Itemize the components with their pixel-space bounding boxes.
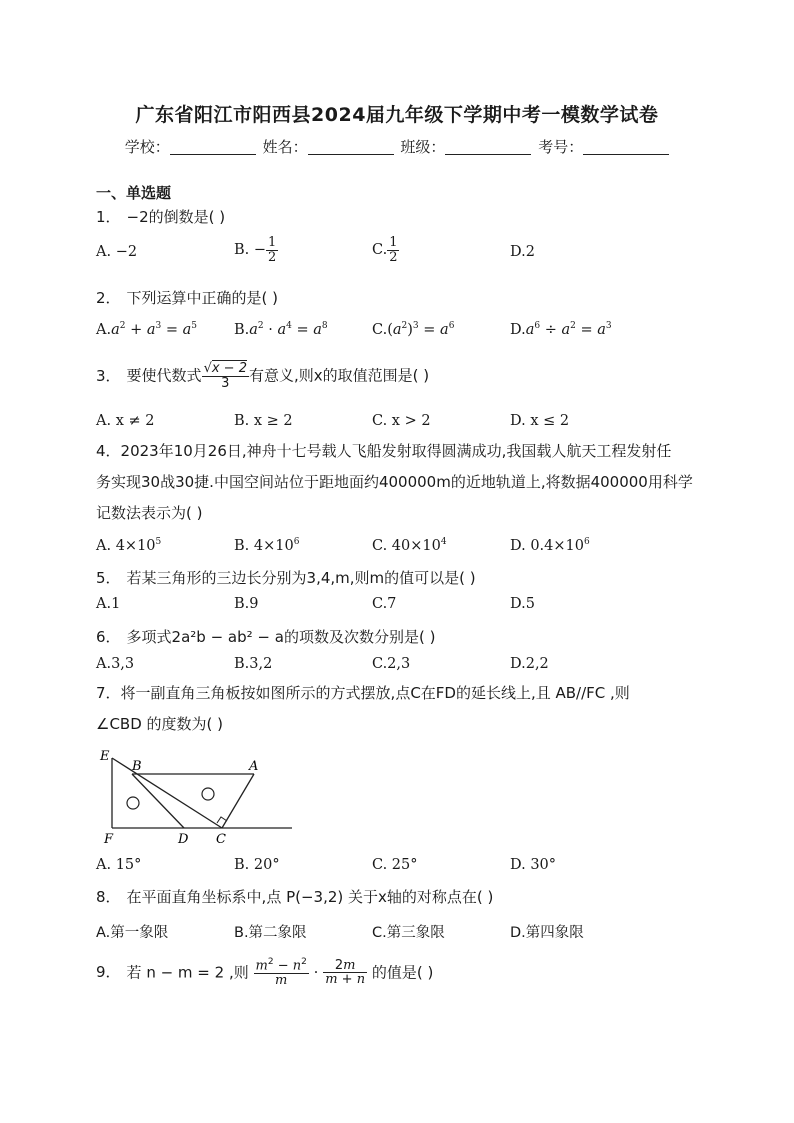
question-text-pre: 若 n − m = 2 ,则 — [126, 963, 249, 982]
question-text: 多项式2a²b − ab² − a的项数及次数分别是( ) — [126, 628, 436, 646]
options-2 — [96, 321, 716, 347]
option-label: B. — [234, 321, 250, 338]
fraction-1: $\frac{m^2 - n^2}{m}$ — [255, 957, 307, 988]
section-heading: 一、单选题 — [96, 184, 172, 202]
option-c[interactable]: C.2,3 — [372, 656, 411, 672]
question-text: 2023年10月26日,神舟十七号载人飞船发射取得圆满成功,我国载人航天工程发射任 — [120, 442, 672, 460]
question-number: 5． — [96, 569, 121, 587]
options-5 — [96, 596, 716, 622]
exponent: 4 — [440, 537, 447, 547]
question-line-2: ∠CBD 的度数为( ) — [96, 715, 224, 733]
option-b[interactable]: B.9 — [234, 596, 259, 612]
question-line-1 — [96, 436, 696, 467]
question-number: 9． — [96, 963, 121, 982]
fraction — [266, 236, 278, 264]
option-c[interactable]: C.7 — [372, 596, 397, 612]
question-text-post: 有意义,则x的取值范围是( ) — [248, 366, 430, 385]
line-ac — [222, 774, 254, 828]
option-b[interactable]: B. 20° — [234, 857, 280, 873]
option-c[interactable]: C.第三象限 — [372, 925, 445, 941]
label-c: C — [216, 832, 226, 847]
question-line-3: 记数法表示为( ) — [96, 504, 203, 522]
line-bd — [132, 774, 184, 828]
exponent: 5 — [155, 537, 162, 547]
options-4 — [96, 537, 716, 563]
numerator: 1 — [268, 235, 277, 250]
option-label: C. — [372, 321, 388, 338]
label-d: D — [178, 832, 189, 847]
options-1 — [96, 235, 716, 270]
option-a[interactable] — [96, 537, 161, 554]
option-a[interactable]: A. 15° — [96, 857, 142, 873]
name-label: 姓名： — [262, 138, 308, 156]
label-e: E — [100, 749, 110, 764]
denominator: 2 — [389, 249, 398, 265]
class-blank[interactable] — [445, 140, 531, 155]
option-label: A. — [96, 321, 112, 338]
option-d[interactable]: D.2,2 — [510, 656, 549, 672]
question-number: 1． — [96, 208, 121, 226]
name-blank[interactable] — [308, 140, 394, 155]
option-text: D. 0.4×10 — [510, 537, 584, 554]
option-d[interactable]: D. 30° — [510, 857, 557, 873]
label-a: A — [249, 759, 259, 774]
option-b[interactable] — [234, 537, 299, 554]
option-b-prefix: B. − — [234, 242, 267, 259]
question-5 — [96, 567, 476, 588]
question-4 — [96, 436, 696, 529]
option-c[interactable]: C. 25° — [372, 857, 418, 873]
option-a[interactable]: A. x ≠ 2 — [96, 413, 155, 429]
question-line-1 — [96, 678, 696, 709]
question-3 — [96, 362, 429, 390]
label-b: B — [132, 759, 142, 774]
question-number: 4． — [96, 442, 121, 460]
question-7 — [96, 678, 696, 740]
radical-fraction — [202, 362, 249, 390]
question-text-pre: 要使代数式 — [126, 366, 202, 385]
numerator: 1 — [389, 235, 398, 250]
option-b[interactable]: B.第二象限 — [234, 925, 307, 941]
question-number: 3． — [96, 366, 121, 385]
option-a[interactable]: A.1 — [96, 596, 121, 612]
class-label: 班级： — [400, 138, 446, 156]
option-d[interactable]: $D.a^6 \div a^2 = a^3$ — [510, 321, 612, 338]
option-d[interactable]: D.2 — [510, 244, 535, 260]
denominator: 2 — [268, 249, 277, 265]
option-text: C. 40×10 — [372, 537, 441, 554]
option-c[interactable] — [372, 236, 399, 264]
option-d[interactable] — [510, 537, 590, 554]
dot-operator: · — [313, 963, 319, 982]
option-d[interactable]: D.第四象限 — [510, 925, 584, 941]
question-text: 下列运算中正确的是( ) — [126, 289, 279, 307]
exponent: 6 — [293, 537, 300, 547]
option-a[interactable]: A.3,3 — [96, 656, 135, 672]
option-c-prefix: C. — [372, 242, 388, 259]
option-text: A. 4×10 — [96, 537, 156, 554]
label-f: F — [104, 832, 114, 847]
option-b[interactable]: $B.a^2 \cdot a^4 = a^8$ — [234, 321, 328, 338]
fraction — [387, 236, 399, 264]
school-label: 学校： — [124, 138, 170, 156]
question-text-post: 的值是( ) — [371, 963, 434, 982]
number-blank[interactable] — [583, 140, 669, 155]
radical-numerator: √x − 2 — [203, 361, 247, 376]
question-8 — [96, 886, 493, 907]
line-ec — [112, 758, 222, 828]
option-d[interactable]: D.5 — [510, 596, 535, 612]
exponent: 6 — [584, 537, 590, 547]
school-blank[interactable] — [170, 140, 256, 155]
option-a[interactable]: A.第一象限 — [96, 925, 169, 941]
student-info-line — [0, 136, 794, 157]
option-a[interactable]: A. −2 — [96, 244, 138, 260]
option-a[interactable]: $A.a^2 + a^3 = a^5$ — [96, 321, 198, 338]
question-number: 2． — [96, 289, 121, 307]
question-9 — [96, 958, 433, 988]
option-d[interactable]: D. x ≤ 2 — [510, 413, 570, 429]
triangle-hole-left — [127, 797, 139, 809]
option-c[interactable]: C. x > 2 — [372, 413, 431, 429]
option-b[interactable]: B.3,2 — [234, 656, 273, 672]
question-1 — [96, 206, 225, 227]
question-number: 6． — [96, 628, 121, 646]
number-label: 考号： — [538, 138, 584, 156]
option-b[interactable] — [234, 236, 278, 264]
triangle-hole-right — [202, 788, 214, 800]
triangle-figure — [98, 748, 298, 848]
question-2 — [96, 287, 278, 308]
question-text: 在平面直角坐标系中,点 P(−3,2) 关于x轴的对称点在( ) — [126, 888, 494, 906]
question-number: 7． — [96, 684, 121, 702]
option-label: D. — [510, 321, 526, 338]
question-line-2: 务实现30战30捷.中国空间站位于距地面约400000m的近地轨道上,将数据400000用科学 — [96, 473, 693, 491]
options-8 — [96, 921, 716, 947]
question-text: 若某三角形的三边长分别为3,4,m,则m的值可以是( ) — [126, 569, 476, 587]
option-c[interactable] — [372, 537, 447, 554]
option-c[interactable]: $C.(a^2)^3 = a^6$ — [372, 321, 455, 338]
options-7 — [96, 857, 716, 883]
question-number: 8． — [96, 888, 121, 906]
fraction-2: $\frac{2m}{m + n}$ — [325, 957, 366, 988]
question-text: 将一副直角三角板按如图所示的方式摆放,点C在FD的延长线上,且 AB//FC ,则 — [120, 684, 630, 702]
exam-title: 广东省阳江市阳西县2024届九年级下学期中考一模数学试卷 — [135, 104, 659, 126]
option-text: B. 4×10 — [234, 537, 294, 554]
option-b[interactable]: B. x ≥ 2 — [234, 413, 293, 429]
denominator: 3 — [221, 375, 230, 391]
radicand: x − 2 — [211, 361, 247, 376]
question-6 — [96, 626, 435, 647]
question-text: −2的倒数是( ) — [126, 208, 226, 226]
